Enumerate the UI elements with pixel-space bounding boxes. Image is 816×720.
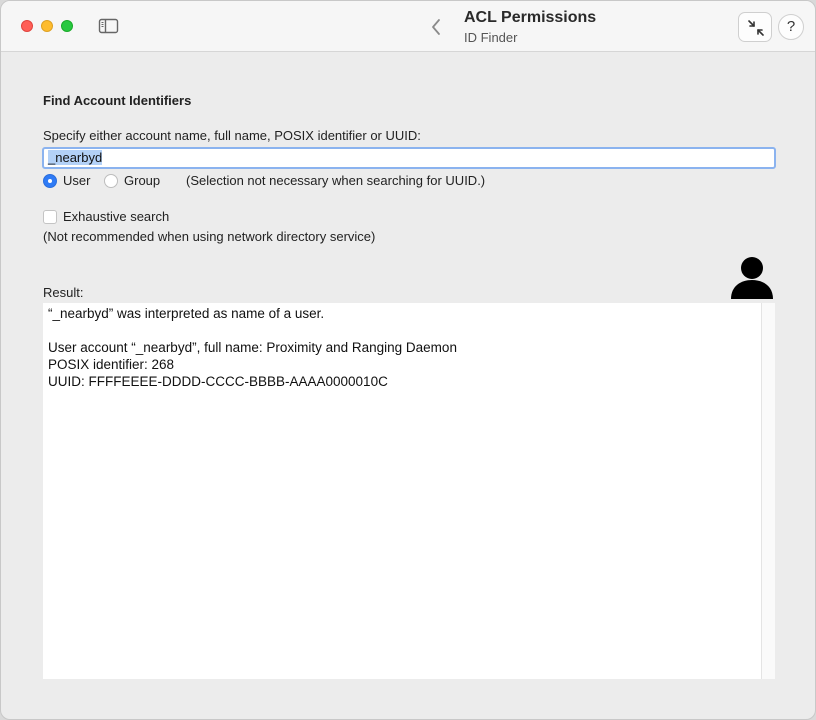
title-block (464, 8, 596, 47)
result-line: UUID: FFFFEEEE-DDDD-CCCC-BBBB-AAAA0000010C (48, 374, 388, 389)
arrows-inward-icon (747, 19, 765, 37)
user-radio[interactable] (43, 174, 57, 188)
sidebar-toggle-button[interactable] (98, 17, 120, 35)
id-finder-panel (1, 52, 815, 720)
help-button[interactable]: ? (778, 14, 804, 40)
sidebar-toggle-icon (98, 17, 120, 35)
section-heading: Find Account Identifiers (43, 93, 192, 108)
close-window-button[interactable] (21, 20, 33, 32)
result-line: “_nearbyd” was interpreted as name of a user. (48, 306, 325, 321)
shrink-window-button[interactable] (738, 12, 772, 42)
search-prompt-label: Specify either account name, full name, POSIX identifier or UUID: (43, 128, 421, 143)
result-text-area[interactable] (43, 303, 775, 679)
title-bar (1, 1, 815, 52)
result-line: User account “_nearbyd”, full name: Proximity and Ranging Daemon (48, 340, 457, 355)
result-text (48, 305, 457, 390)
exhaustive-search-label[interactable]: Exhaustive search (63, 209, 170, 224)
exhaustive-search-checkbox[interactable] (43, 210, 57, 224)
back-button[interactable] (427, 16, 445, 38)
result-label: Result: (43, 285, 84, 300)
window-subtitle: ID Finder (464, 30, 518, 45)
window-title: ACL Permissions (464, 9, 597, 26)
chevron-left-icon (427, 16, 445, 38)
group-radio[interactable] (104, 174, 118, 188)
radio-note: (Selection not necessary when searching for UUID.) (186, 173, 486, 188)
minimize-window-button[interactable] (41, 20, 53, 32)
result-scrollbar[interactable] (761, 303, 775, 679)
person-silhouette-icon (730, 255, 774, 299)
result-line: POSIX identifier: 268 (48, 357, 175, 372)
account-search-input[interactable] (42, 147, 776, 169)
group-radio-label[interactable]: Group (124, 173, 161, 188)
user-avatar (730, 255, 774, 299)
result-line (48, 322, 457, 339)
exhaustive-search-note: (Not recommended when using network directory service) (43, 229, 376, 244)
maximize-window-button[interactable] (61, 20, 73, 32)
user-radio-label[interactable]: User (63, 173, 91, 188)
search-input-value: _nearbyd (48, 150, 103, 165)
